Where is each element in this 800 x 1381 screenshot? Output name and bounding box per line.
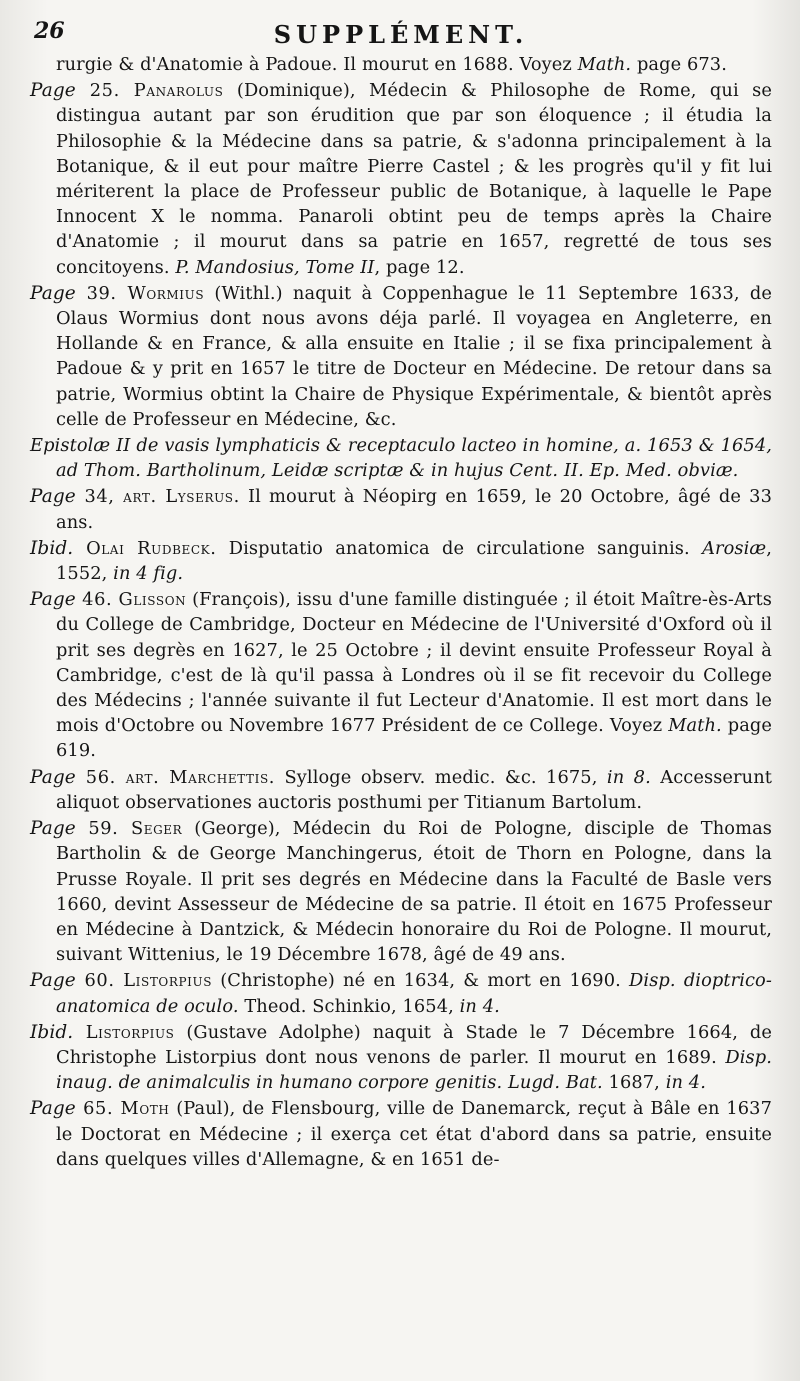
entry-paragraph [30,1020,772,1096]
entry-paragraph [30,1096,772,1172]
entry-reference: Page [30,80,76,102]
italic-text: in 4. [665,1072,706,1094]
entry-reference: Page [30,486,76,508]
italic-text: Disp. inaug. de animalculis in humano corpore genitis. Lugd. Bat. [56,1046,772,1094]
entry-paragraph [30,433,772,483]
body-text: (Paul), de Flensbourg, ville de Danemarck, reçut à Bâle en 1637 le Doctorat en Médecine ; il exerça cet état d'abord dans sa patrie, ensuite dans quelques villes d'Allemagne, & en 1651 de- [56,1098,773,1170]
body-text: (Withl.) naquit à Coppenhague le 11 Septembre 1633, de Olaus Wormius dont nous avons déja parlé. Il voyagea en Angleterre, en Hollande & en France, & alla ensuite en Italie ; il se fixa principalement à Padoue & y prit en 1657 le titre de Docteur en Médecine. De retour dans sa patrie, Wormius obtint la Chaire de Physique Expérimentale, & bientôt après celle de Professeur en Médecine, &c. [56,282,772,430]
entry-paragraph [30,52,772,77]
entry-paragraph [30,281,772,432]
entry-reference: Page [30,970,76,992]
italic-text: Math. [577,54,632,75]
entries-list [30,52,772,1172]
italic-text: Disp. dioptrico-anatomica de oculo. [56,970,772,1017]
entry-name: 39. Wormius [75,282,205,304]
entry-name: 65. Moth [75,1098,170,1120]
body-text: (Christophe) né en 1634, & mort en 1690. [212,970,630,992]
body-text: (Dominique), Médecin & Philosophe de Rome, qui se distingua autant par son érudition que par son éloquence ; il étudia la Philosophie & la Médecine dans sa patrie, & s'adonna principalement à la Botanique, & il eut pour maître Pierre Castel ; & les progrès qu'il y fit lui mériterent la place de Professeur public de Botanique, à laquelle le Pape Innocent X le nomma. Panaroli obtint peu de temps après la Chaire d'Anatomie ; il mourut dans sa patrie en 1657, regretté de tous ses concitoyens. [56,80,772,278]
entry-name: 59. Seger [75,818,183,840]
body-text: Il mourut à Néopirg en 1659, le 20 Octobre, âgé de 33 ans. [56,486,772,533]
entry-reference: Ibid. [30,537,74,559]
italic-text: Epistolæ II de vasis lymphaticis & receptaculo lacteo in homine, a. 1653 & 1654, ad Thom. Bartholinum, Leidæ scriptæ & in hujus Cent. II. Ep. Med. obviæ. [30,435,772,482]
body-text: 1687, [602,1072,666,1094]
body-text: Sylloge observ. medic. &c. 1675, [275,766,607,788]
page-header [30,12,772,52]
entry-paragraph [30,536,772,586]
entry-name: 60. Listorpius [75,970,213,992]
body-text: , 1552, [56,537,772,585]
running-head: SUPPLÉMENT. [273,20,529,49]
body-text: rurgie & d'Anatomie à Padoue. Il mourut en 1688. Voyez [56,54,578,75]
entry-paragraph [30,816,772,967]
entry-name: 34, art. Lyserus. [75,486,240,508]
body-text: page 673. [631,54,727,75]
body-text: (Gustave Adolphe) naquit à Stade le 7 Décembre 1664, de Christophe Listorpius dont nous venons de parler. Il mourut en 1689. [56,1021,773,1068]
entry-paragraph [30,587,772,763]
entry-paragraph [30,968,772,1018]
body-text: (François), issu d'une famille distinguée ; il étoit Maître-ès-Arts du College de Cambridge, Docteur en Médecine de l'Université d'Oxford où il prit ses degrès en 1627, le 25 Octobre ; il devint ensuite Professeur Royal à Cambridge, c'est de là qu'il passa à Londres où il se fit recevoir du College des Médecins ; l'année suivante il fut Lecteur d'Anatomie. Il est mort dans le mois d'Octobre ou Novembre 1677 Président de ce College. Voyez [56,589,772,737]
entry-reference: Page [30,1098,76,1120]
entry-reference: Ibid. [30,1021,74,1043]
entry-name: Listorpius [73,1021,175,1043]
entry-name: 25. Panarolus [75,80,224,102]
body-text: (George), Médecin du Roi de Pologne, disciple de Thomas Bartholin & de George Manchingerus, étoit de Thorn en Pologne, dans la Prusse Royale. Il prit ses degrés en Médecine dans la Faculté de Basle vers 1660, devint Assesseur de Médecine de sa patrie. Il étoit en 1675 Professeur en Médecine à Dantzick, & Médecin honoraire du Roi de Pologne. Il mourut, suivant Wittenius, le 19 Décembre 1678, âgé de 49 ans. [56,818,772,966]
italic-text: in 4 fig. [113,563,184,585]
entry-name: 56. art. Marchettis. [75,766,276,788]
italic-text: P. Mandosius, Tome II [175,256,375,278]
entry-paragraph [30,765,772,815]
italic-text: in 8. [606,766,651,788]
entry-paragraph [30,484,772,534]
entry-name: Olai Rudbeck. [73,537,217,559]
italic-text: in 4. [459,995,500,1017]
page-number: 26 [34,18,65,44]
entry-reference: Page [30,766,76,788]
entry-paragraph [30,78,772,280]
italic-text: Math. [668,715,722,737]
body-text: Disputatio anatomica de circulatione sanguinis. [216,537,703,559]
entry-name: 46. Glisson [75,589,187,611]
entry-reference: Page [30,818,76,840]
entry-reference: Page [30,282,76,304]
body-text: page 619. [56,715,773,762]
italic-text: Arosiæ [702,537,767,559]
body-text: Theod. Schinkio, 1654, [238,995,460,1017]
body-text: Accesserunt aliquot observationes auctoris posthumi per Titianum Bartolum. [56,766,772,813]
entry-reference: Page [30,589,76,611]
body-text: , page 12. [374,256,465,278]
